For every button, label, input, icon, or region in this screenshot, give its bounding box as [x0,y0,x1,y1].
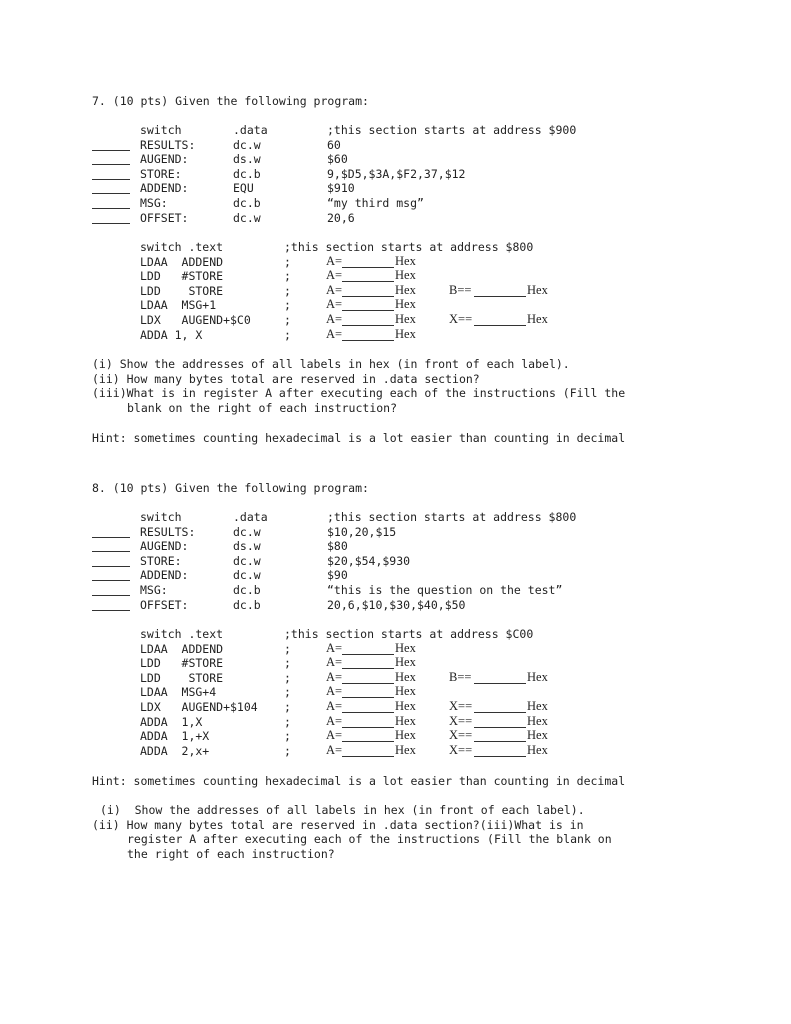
register-a-label: A= [326,282,343,297]
instruction-separator: ; [284,254,291,269]
instruction-separator: ; [284,670,291,685]
register-a-blank[interactable] [342,340,394,341]
hex-label: Hex [395,282,416,297]
data-directive: dc.w [233,524,261,539]
register-a-label: A= [326,713,343,728]
register-a-label: A= [326,253,343,268]
hint-text: Hint: sometimes counting hexadecimal is a lot easier than counting in decimal [92,431,626,445]
instruction-separator: ; [284,729,291,744]
hex-label: Hex [395,669,416,684]
data-label: switch [140,123,182,137]
data-argument: 20,6 [327,210,355,225]
extra-hex-label: Hex [527,312,548,326]
data-directive: dc.b [233,166,261,181]
instruction-code: ADDA 1, X [140,327,203,342]
instruction-code: LDD #STORE [140,269,224,284]
data-directive: dc.b [233,583,261,597]
extra-register-blank[interactable] [474,325,526,326]
register-a-label: A= [326,699,343,713]
data-label: MSG: [140,583,168,597]
instruction-code: LDD #STORE [140,656,224,671]
extra-register-label: X== [449,728,473,743]
instruction-code: LDAA ADDEND [140,254,224,269]
instruction-separator: ; [284,700,291,714]
extra-register-label: B== [449,669,472,684]
address-blank[interactable] [92,208,130,209]
instruction-code: ADDA 1,+X [140,729,210,744]
register-a-blank[interactable] [342,683,394,684]
extra-register-blank[interactable] [474,712,526,713]
register-a-blank[interactable] [342,712,394,713]
extra-hex-label: Hex [527,699,548,713]
hex-label: Hex [395,312,416,326]
extra-register-blank[interactable] [474,296,526,297]
extra-register-label: X== [449,713,473,728]
register-a-blank[interactable] [342,296,394,297]
instruction-separator: ; [284,714,291,729]
instruction-separator: ; [284,641,291,656]
data-label: ADDEND: [140,181,189,196]
data-directive: dc.w [233,210,261,225]
hex-label: Hex [395,728,416,743]
extra-register-blank[interactable] [474,683,526,684]
extra-register-label: X== [449,699,473,713]
register-a-label: A= [326,268,343,283]
instruction-separator: ; [284,283,291,298]
register-a-blank[interactable] [342,654,394,655]
address-blank[interactable] [92,193,130,194]
instruction-separator: ; [284,327,291,342]
instruction-code: LDD STORE [140,670,224,685]
hex-label: Hex [395,655,416,670]
text-section-comment: ;this section starts at address $800 [284,240,534,254]
data-argument: $10,20,$15 [327,524,397,539]
extra-hex-label: Hex [527,728,548,743]
data-directive: ds.w [233,539,261,554]
text-section-comment: ;this section starts at address $C00 [284,627,534,641]
extra-register-label: B== [449,282,472,297]
data-argument: ;this section starts at address $800 [327,510,577,524]
data-label: RESULTS: [140,137,196,152]
extra-register-blank[interactable] [474,727,526,728]
register-a-label: A= [326,297,343,312]
register-a-label: A= [326,312,343,326]
data-label: MSG: [140,196,168,210]
question-header: 7. (10 pts) Given the following program: [92,94,369,108]
register-a-blank[interactable] [342,668,394,669]
register-a-label: A= [326,684,343,699]
instruction-separator: ; [284,656,291,671]
extra-register-blank[interactable] [474,741,526,742]
question-text: register A after executing each of the instructions (Fill the blank on [127,832,612,846]
register-a-blank[interactable] [342,281,394,282]
register-a-label: A= [326,728,343,743]
hex-label: Hex [395,253,416,268]
instruction-code: LDAA ADDEND [140,641,224,656]
data-label: STORE: [140,553,182,568]
address-blank[interactable] [92,580,130,581]
data-argument: $60 [327,152,348,167]
question-text: (i) Show the addresses of all labels in hex (in front of each label). [92,357,570,371]
extra-register-label: X== [449,742,473,757]
data-label: switch [140,510,182,524]
data-label: OFFSET: [140,597,189,612]
hex-label: Hex [395,268,416,283]
register-a-blank[interactable] [342,310,394,311]
address-blank[interactable] [92,164,130,165]
question-text: (iii)What is in register A after executing each of the instructions (Fill the [92,386,626,400]
instruction-code: ADDA 1,X [140,714,203,729]
question-text: (ii) How many bytes total are reserved in .data section? [92,372,480,386]
hex-label: Hex [395,699,416,713]
data-directive: EQU [233,181,254,196]
data-argument: $910 [327,181,355,196]
question-header: 8. (10 pts) Given the following program: [92,481,369,495]
address-blank[interactable] [92,150,130,151]
data-label: ADDEND: [140,568,189,583]
data-argument: ;this section starts at address $900 [327,123,577,137]
data-argument: 20,6,$10,$30,$40,$50 [327,597,466,612]
instruction-separator: ; [284,743,291,758]
instruction-code: LDX AUGEND+$C0 [140,313,251,327]
data-label: AUGEND: [140,152,189,167]
data-directive: dc.b [233,196,261,210]
hex-label: Hex [395,640,416,655]
data-directive: .data [233,510,268,524]
instruction-code: LDAA MSG+4 [140,685,217,700]
register-a-label: A= [326,669,343,684]
register-a-label: A= [326,640,343,655]
register-a-blank[interactable] [342,727,394,728]
address-blank[interactable] [92,566,130,567]
extra-register-blank[interactable] [474,756,526,757]
instruction-separator: ; [284,685,291,700]
hex-label: Hex [395,742,416,757]
text-section-header: switch .text [140,240,224,254]
register-a-label: A= [326,326,343,341]
data-directive: dc.w [233,137,261,152]
data-argument: “my third msg” [327,196,424,210]
data-directive: dc.w [233,568,261,583]
data-argument: $20,$54,$930 [327,553,411,568]
data-directive: ds.w [233,152,261,167]
data-argument: 9,$D5,$3A,$F2,37,$12 [327,166,466,181]
extra-hex-label: Hex [527,742,548,757]
register-a-blank[interactable] [342,741,394,742]
instruction-separator: ; [284,269,291,284]
data-label: OFFSET: [140,210,189,225]
data-label: AUGEND: [140,539,189,554]
hex-label: Hex [395,713,416,728]
data-directive: dc.w [233,553,261,568]
register-a-blank[interactable] [342,756,394,757]
hex-label: Hex [395,684,416,699]
instruction-code: LDX AUGEND+$104 [140,700,258,714]
data-argument: 60 [327,137,341,152]
extra-hex-label: Hex [527,669,548,684]
register-a-blank[interactable] [342,325,394,326]
data-argument: “this is the question on the test” [327,583,563,597]
instruction-code: LDD STORE [140,283,224,298]
hex-label: Hex [395,326,416,341]
extra-register-label: X== [449,312,473,326]
extra-hex-label: Hex [527,282,548,297]
instruction-separator: ; [284,298,291,313]
address-blank[interactable] [92,595,130,596]
address-blank[interactable] [92,551,130,552]
hex-label: Hex [395,297,416,312]
register-a-label: A= [326,655,343,670]
question-text: the right of each instruction? [127,847,335,861]
register-a-blank[interactable] [342,697,394,698]
hint-text: Hint: sometimes counting hexadecimal is a lot easier than counting in decimal [92,774,626,788]
address-blank[interactable] [92,537,130,538]
question-text: (i) Show the addresses of all labels in hex (in front of each label). [100,803,585,817]
register-a-label: A= [326,742,343,757]
data-directive: .data [233,123,268,137]
instruction-code: ADDA 2,x+ [140,743,210,758]
address-blank[interactable] [92,610,130,611]
question-text: (ii) How many bytes total are reserved in .data section?(iii)What is in [92,818,584,832]
address-blank[interactable] [92,223,130,224]
instruction-separator: ; [284,313,291,327]
text-section-header: switch .text [140,627,224,641]
data-directive: dc.b [233,597,261,612]
instruction-code: LDAA MSG+1 [140,298,217,313]
question-text: blank on the right of each instruction? [127,401,398,415]
data-label: RESULTS: [140,524,196,539]
data-argument: $90 [327,568,348,583]
register-a-blank[interactable] [342,267,394,268]
address-blank[interactable] [92,179,130,180]
extra-hex-label: Hex [527,713,548,728]
data-argument: $80 [327,539,348,554]
data-label: STORE: [140,166,182,181]
